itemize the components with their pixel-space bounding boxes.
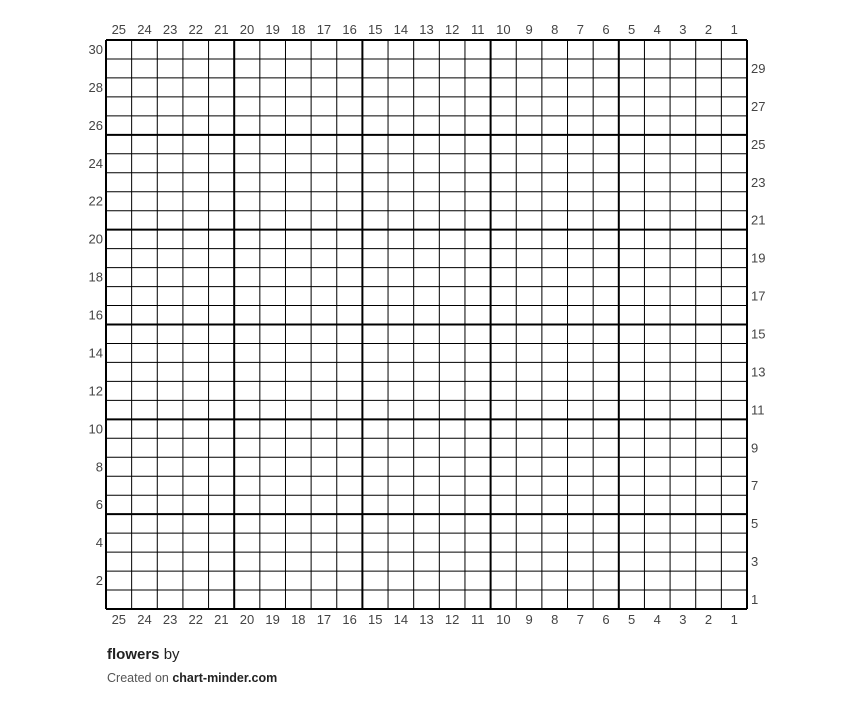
row-number-left: 12	[88, 383, 103, 399]
column-number-top: 22	[188, 22, 203, 37]
column-number-top: 14	[393, 22, 409, 37]
column-number-bottom: 24	[137, 612, 152, 627]
row-number-left: 16	[88, 307, 103, 323]
row-number-left: 24	[88, 155, 103, 171]
column-number-top: 15	[367, 22, 383, 37]
column-number-top: 8	[551, 22, 559, 37]
row-number-left: 6	[95, 497, 103, 513]
column-number-top: 10	[496, 22, 511, 37]
row-number-right: 19	[751, 250, 766, 266]
row-number-right: 13	[751, 364, 766, 380]
column-number-bottom: 18	[291, 612, 306, 627]
column-number-top: 9	[525, 22, 533, 37]
pattern-name: flowers	[107, 646, 160, 663]
column-number-top: 17	[316, 22, 332, 37]
column-number-bottom: 5	[628, 612, 636, 627]
column-number-bottom: 17	[316, 612, 332, 627]
column-number-top: 19	[265, 22, 280, 37]
row-number-left: 18	[88, 269, 103, 285]
row-number-right: 15	[751, 326, 766, 342]
row-number-right: 27	[751, 98, 766, 114]
column-number-top: 7	[576, 22, 584, 37]
column-number-top: 23	[162, 22, 178, 37]
column-number-top: 3	[679, 22, 687, 37]
row-number-left: 4	[95, 535, 103, 551]
row-number-left: 26	[88, 117, 103, 133]
row-number-right: 5	[751, 516, 759, 532]
column-number-bottom: 13	[419, 612, 434, 627]
column-number-bottom: 9	[525, 612, 533, 627]
column-number-top: 25	[111, 22, 127, 37]
credit-prefix: Created on	[107, 671, 169, 685]
column-number-bottom: 1	[730, 612, 738, 627]
column-number-top: 21	[214, 22, 229, 37]
column-number-top: 12	[444, 22, 460, 37]
column-number-top: 5	[628, 22, 636, 37]
row-number-right: 25	[751, 136, 766, 152]
column-number-top: 16	[342, 22, 357, 37]
row-number-left: 30	[88, 42, 103, 57]
column-number-bottom: 15	[367, 612, 383, 627]
column-number-top: 20	[239, 22, 255, 37]
row-number-left: 28	[88, 79, 103, 95]
row-number-left: 8	[95, 459, 103, 475]
column-number-bottom: 20	[239, 612, 255, 627]
by-label: by	[163, 646, 180, 663]
column-number-top: 24	[137, 22, 152, 37]
column-number-top: 18	[291, 22, 306, 37]
column-number-top: 6	[602, 22, 610, 37]
row-number-right: 7	[751, 478, 759, 494]
column-number-bottom: 10	[496, 612, 511, 627]
column-number-bottom: 21	[214, 612, 229, 627]
column-number-bottom: 3	[679, 612, 687, 627]
credit-site-link[interactable]: chart-minder.com	[172, 671, 278, 685]
column-number-bottom: 12	[444, 612, 460, 627]
column-number-bottom: 8	[551, 612, 559, 627]
column-number-bottom: 19	[265, 612, 280, 627]
column-number-top: 4	[653, 22, 661, 37]
column-number-top: 11	[471, 22, 485, 37]
row-number-right: 29	[751, 60, 766, 76]
column-number-bottom: 25	[111, 612, 127, 627]
column-number-bottom: 6	[602, 612, 610, 627]
row-number-left: 2	[95, 573, 103, 589]
column-number-bottom: 16	[342, 612, 357, 627]
credit-line	[107, 671, 277, 685]
row-number-right: 3	[751, 554, 759, 570]
row-number-left: 10	[88, 421, 103, 437]
row-number-right: 17	[751, 288, 766, 304]
row-number-left: 14	[88, 345, 103, 361]
column-number-top: 1	[730, 22, 738, 37]
row-number-right: 1	[751, 592, 759, 608]
column-number-bottom: 7	[576, 612, 584, 627]
row-number-left: 20	[88, 231, 103, 247]
pattern-title	[107, 646, 277, 663]
column-number-top: 13	[419, 22, 434, 37]
column-number-bottom: 2	[704, 612, 713, 627]
column-number-bottom: 4	[653, 612, 661, 627]
column-number-bottom: 14	[393, 612, 409, 627]
column-number-bottom: 23	[162, 612, 178, 627]
column-number-bottom: 11	[471, 612, 485, 627]
column-number-bottom: 22	[188, 612, 203, 627]
row-number-right: 23	[751, 174, 766, 190]
row-number-right: 21	[751, 212, 766, 228]
row-number-left: 22	[88, 193, 103, 209]
column-number-top: 2	[704, 22, 713, 37]
chart-footer	[107, 646, 277, 685]
row-number-right: 9	[751, 440, 759, 456]
row-number-right: 11	[751, 402, 765, 418]
